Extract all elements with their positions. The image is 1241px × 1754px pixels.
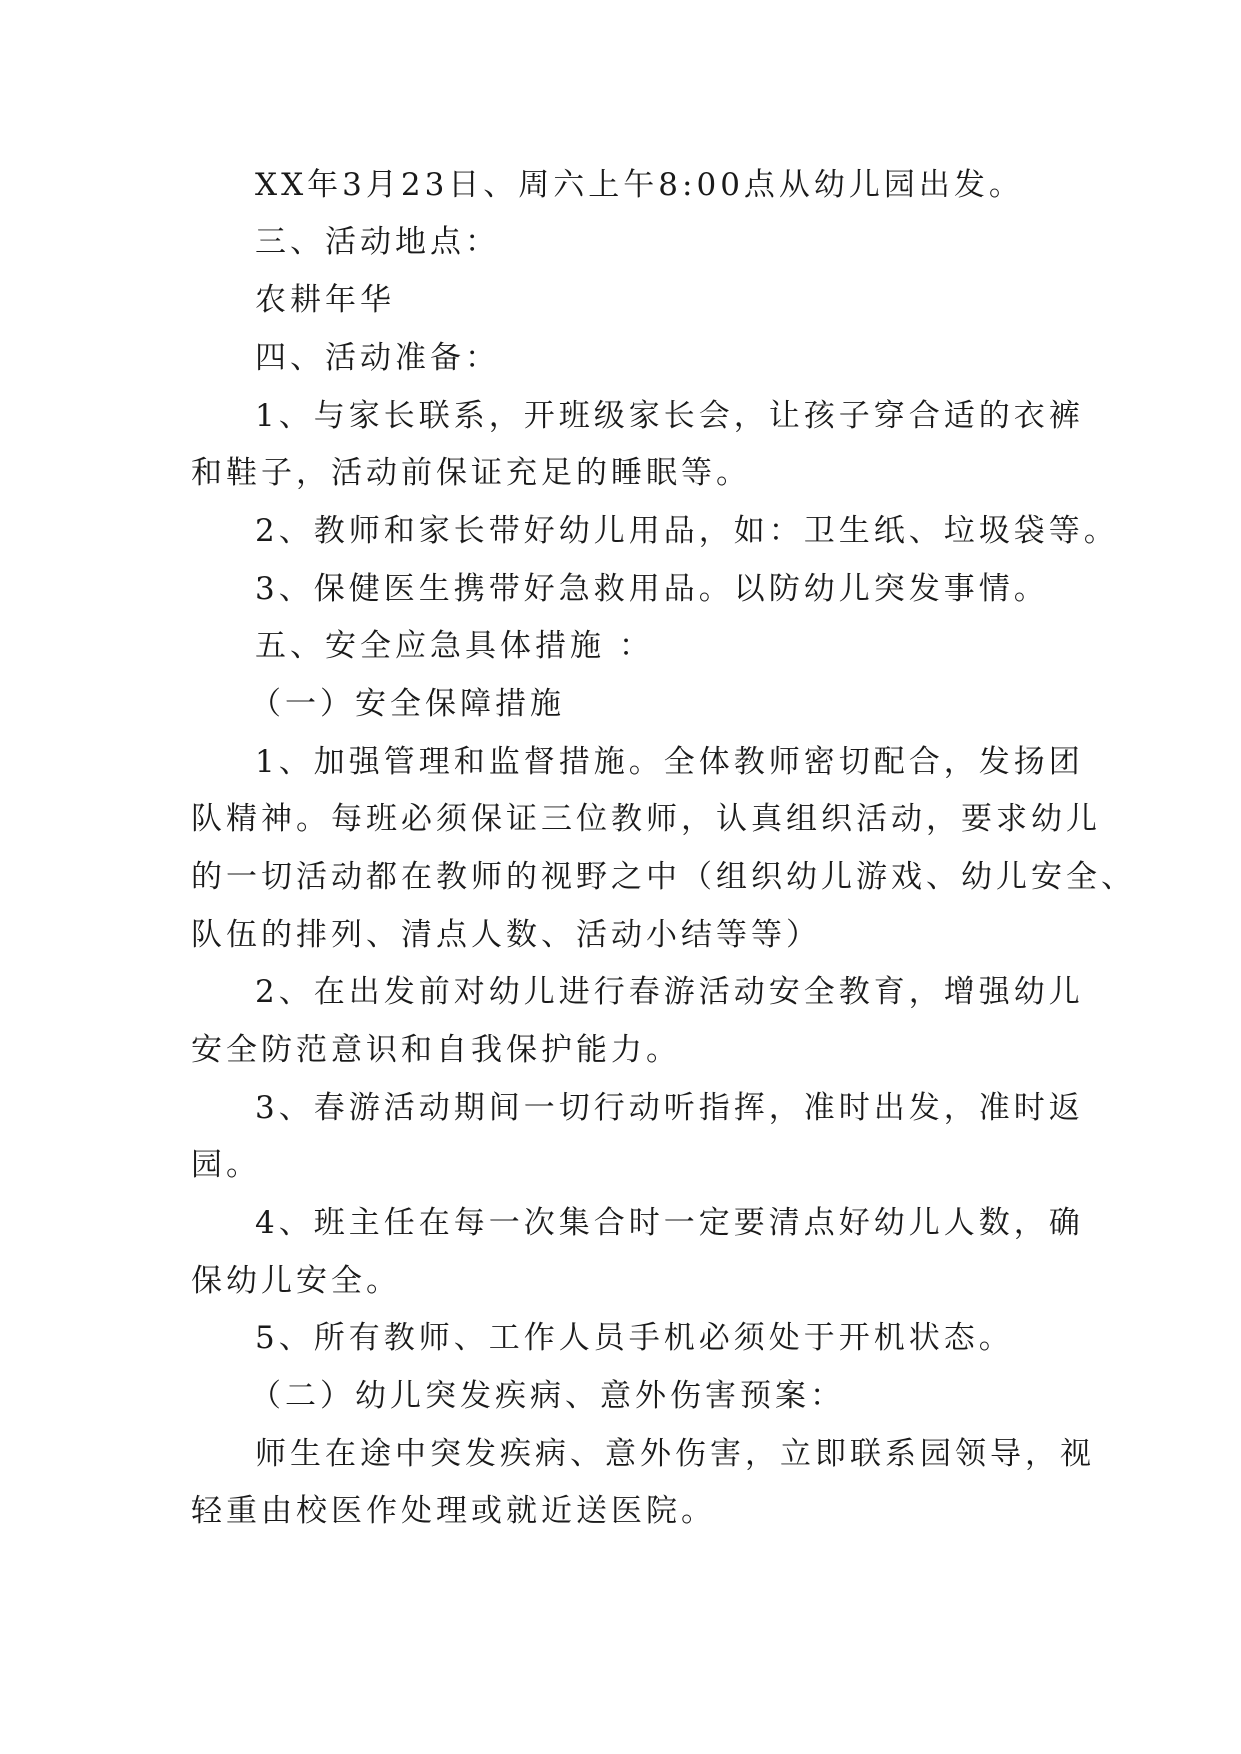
paragraph-line: 4、班主任在每一次集合时一定要清点好幼儿人数，确 [255,1205,1084,1241]
paragraph-line: 园。 [191,1147,261,1183]
subsection-heading: （一）安全保障措施 [250,686,565,722]
subsection-heading: （二）幼儿突发疾病、意外伤害预案： [250,1378,845,1414]
paragraph-line: 队精神。每班必须保证三位教师，认真组织活动，要求幼儿 [191,801,1101,837]
paragraph-line: 的一切活动都在教师的视野之中（组织幼儿游戏、幼儿安全、 [191,859,1136,895]
paragraph-line: 3、保健医生携带好急救用品。以防幼儿突发事情。 [255,571,1049,607]
paragraph-line: 轻重由校医作处理或就近送医院。 [191,1493,716,1529]
paragraph-line: 和鞋子，活动前保证充足的睡眠等。 [191,455,751,491]
paragraph-line: 1、加强管理和监督措施。全体教师密切配合，发扬团 [255,744,1084,780]
section-heading: 四、活动准备： [255,340,500,376]
paragraph-line: XX年3月23日、周六上午8:00点从幼儿园出发。 [255,167,1024,203]
paragraph-line: 保幼儿安全。 [191,1263,401,1299]
paragraph-line: 安全防范意识和自我保护能力。 [191,1032,681,1068]
paragraph-line: 3、春游活动期间一切行动听指挥，准时出发，准时返 [255,1090,1084,1126]
section-heading: 五、安全应急具体措施 ： [255,628,654,664]
paragraph-line: 2、教师和家长带好幼儿用品，如：卫生纸、垃圾袋等。 [255,513,1119,549]
paragraph-line: 师生在途中突发疾病、意外伤害，立即联系园领导，视 [255,1436,1095,1472]
paragraph-line: 2、在出发前对幼儿进行春游活动安全教育，增强幼儿 [255,974,1084,1010]
paragraph-line: 农耕年华 [255,282,395,318]
paragraph-line: 1、与家长联系，开班级家长会，让孩子穿合适的衣裤 [255,398,1084,434]
section-heading: 三、活动地点： [255,224,500,260]
paragraph-line: 5、所有教师、工作人员手机必须处于开机状态。 [255,1320,1014,1356]
paragraph-line: 队伍的排列、清点人数、活动小结等等） [191,917,821,953]
